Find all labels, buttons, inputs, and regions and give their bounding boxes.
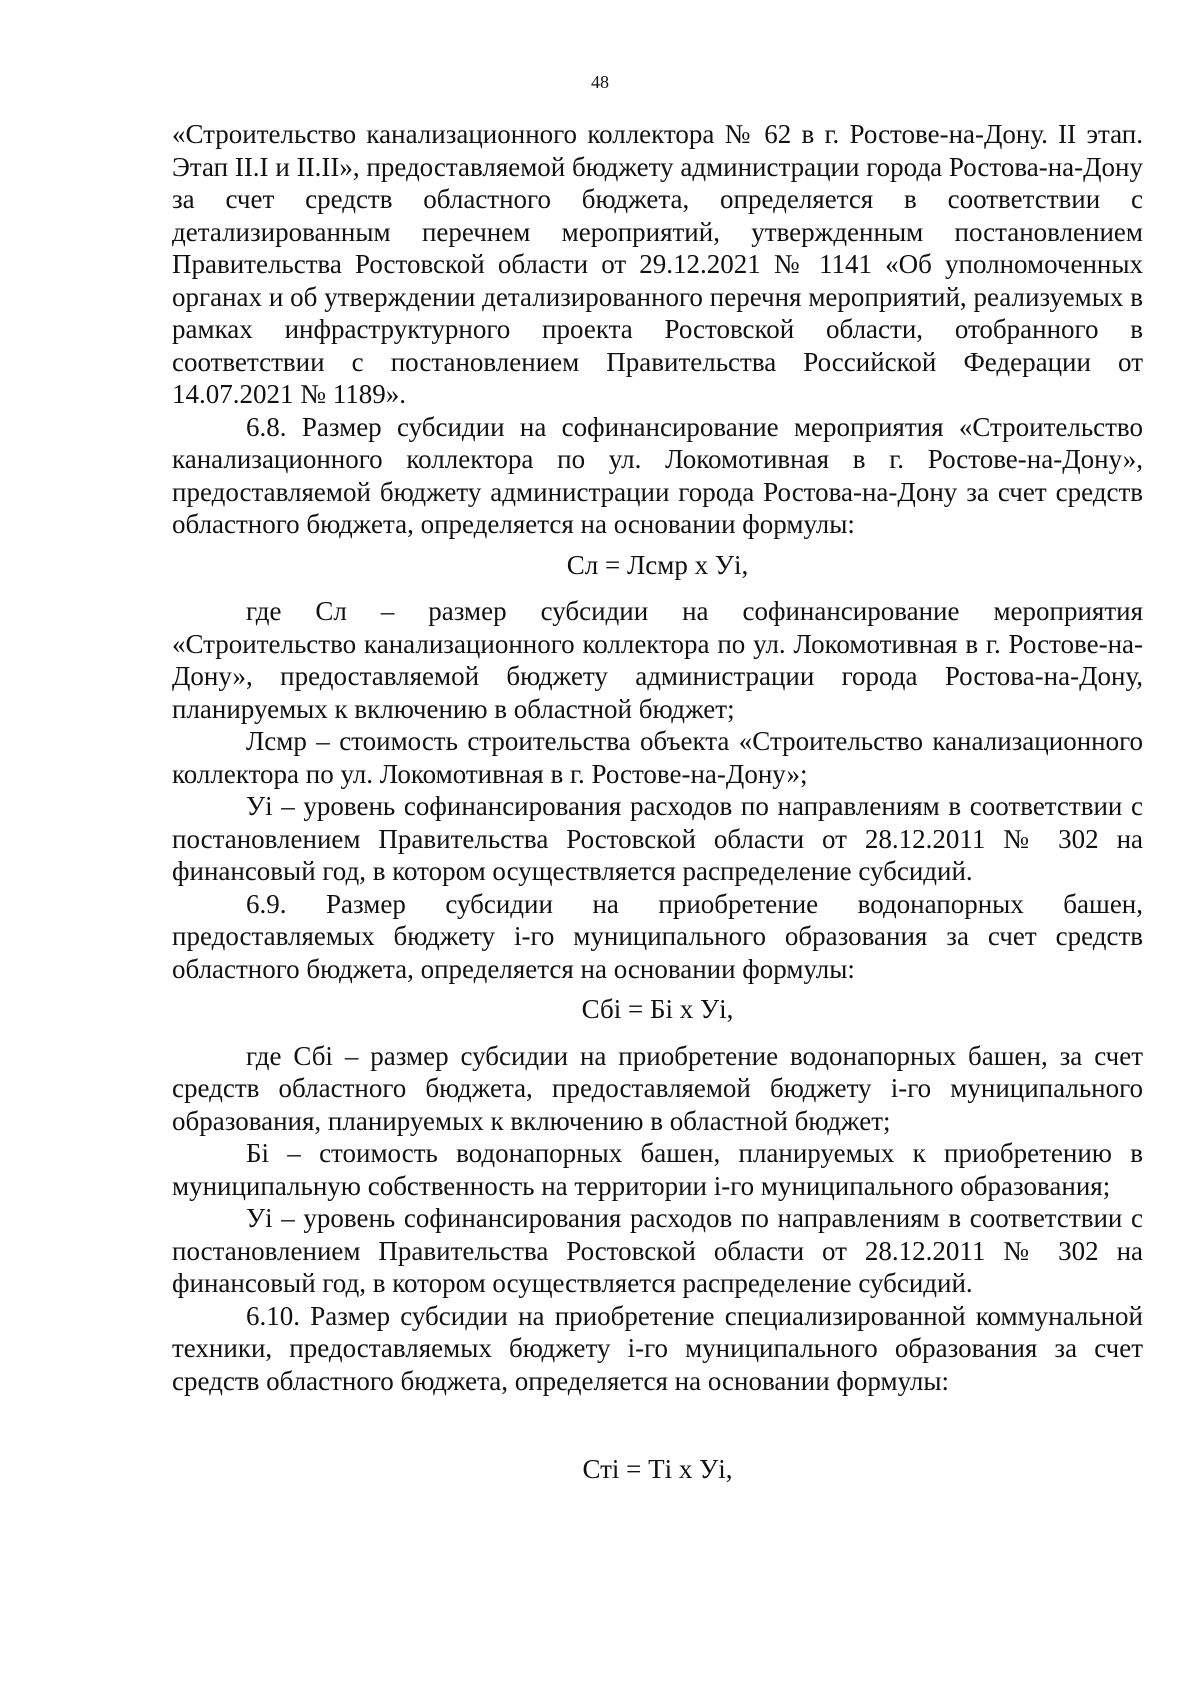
paragraph-bi-definition: Бi – стоимость водонапорных башен, планируемых к приобретению в муниципальную собственность на территории i-го муниципального образования; — [172, 1138, 1143, 1201]
paragraph-6-9: 6.9. Размер субсидии на приобретение водонапорных башен, предоставляемых бюджету i-го муниципального образования за счет средств областного бюджета, определяется на основании формулы: — [172, 888, 1143, 984]
formula-sl: Сл = Лсмр х Уi, — [566, 549, 749, 580]
paragraph-collector-62-continuation: «Строительство канализационного коллектора № 62 в г. Ростове-на-Дону. II этап. Этап II.I и II.II», предоставляемой бюджету администрации города Ростова-на-Дону за счет средств областного бюджета, определяется в соответствии с детализированным перечнем мероприятий, утвержденным постановлением Правительства Ростовской области от 29.12.2021 № 1141 «Об уполномоченных органах и об утверждении детализированного перечня мероприятий, реализуемых в рамках инфраструктурного проекта Ростовской области, отобранного в соответствии с постановлением Правительства Российской Федерации от 14.07.2021 № 1189». — [172, 119, 1143, 409]
paragraph-ui-definition-2: Уi – уровень софинансирования расходов по направлениям в соответствии с постановлением Правительства Ростовской области от 28.12.2011 № 302 на финансовый год, в котором осуществляется распределение субсидий. — [172, 1203, 1143, 1298]
paragraph-lsmr-definition: Лсмр – стоимость строительства объекта «Строительство канализационного коллектора по ул. Локомотивная в г. Ростове-на-Дону»; — [172, 726, 1143, 789]
formula-sti: Стi = Тi х Уi, — [582, 1454, 733, 1484]
document-body — [172, 118, 1143, 1486]
paragraph-sl-definition: где Сл – размер субсидии на софинансирование мероприятия «Строительство канализационного коллектора по ул. Локомотивная в г. Ростове-на-Дону», предоставляемой бюджету администрации города Ростова-на-Дону, планируемых к включению в областной бюджет; — [172, 596, 1143, 724]
formula-sbi: Сбi = Бi х Уi, — [581, 994, 734, 1024]
paragraph-6-10: 6.10. Размер субсидии на приобретение специализированной коммунальной техники, предоставляемых бюджету i-го муниципального образования за счет средств областного бюджета, определяется на основании формулы: — [172, 1300, 1143, 1396]
paragraph-sbi-definition: где Сбi – размер субсидии на приобретение водонапорных башен, за счет средств областного бюджета, предоставляемой бюджету i-го муниципального образования, планируемых к включению в областной бюджет; — [172, 1040, 1143, 1136]
paragraph-ui-definition-1: Уi – уровень софинансирования расходов по направлениям в соответствии с постановлением Правительства Ростовской области от 28.12.2011 № 302 на финансовый год, в котором осуществляется распределение субсидий. — [172, 791, 1143, 886]
paragraph-6-8: 6.8. Размер субсидии на софинансирование мероприятия «Строительство канализационного коллектора по ул. Локомотивная в г. Ростове-на-Дону», предоставляемой бюджету администрации города Ростова-на-Дону за счет средств областного бюджета, определяется на основании формулы: — [172, 411, 1143, 539]
page-number: 48 — [591, 72, 609, 92]
